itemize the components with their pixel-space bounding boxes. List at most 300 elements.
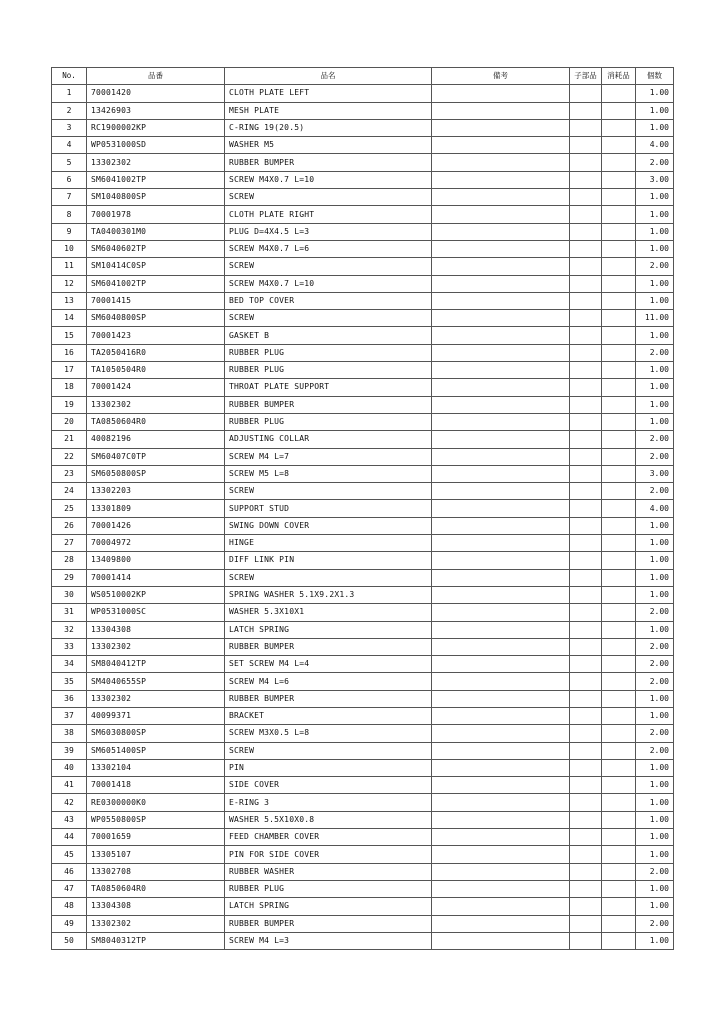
remarks-cell (432, 915, 570, 932)
subpart-cell (570, 707, 602, 724)
row-number: 47 (52, 880, 87, 897)
quantity: 1.00 (636, 275, 674, 292)
part-name: SPRING WASHER 5.1X9.2X1.3 (225, 586, 432, 603)
part-code: WP0550800SP (87, 811, 225, 828)
part-code: 70001424 (87, 379, 225, 396)
part-code: SM6041002TP (87, 275, 225, 292)
header-subpart: 子部品 (570, 68, 602, 85)
subpart-cell (570, 483, 602, 500)
consumable-cell (602, 586, 636, 603)
part-name: RUBBER PLUG (225, 344, 432, 361)
part-code: SM60407C0TP (87, 448, 225, 465)
part-name: SCREW M3X0.5 L=8 (225, 725, 432, 742)
remarks-cell (432, 310, 570, 327)
remarks-cell (432, 811, 570, 828)
part-code: SM6040602TP (87, 240, 225, 257)
subpart-cell (570, 500, 602, 517)
row-number: 18 (52, 379, 87, 396)
consumable-cell (602, 656, 636, 673)
consumable-cell (602, 413, 636, 430)
part-name: BRACKET (225, 707, 432, 724)
part-code: 13302302 (87, 396, 225, 413)
part-name: RUBBER BUMPER (225, 396, 432, 413)
subpart-cell (570, 880, 602, 897)
part-name: SCREW (225, 189, 432, 206)
row-number: 38 (52, 725, 87, 742)
remarks-cell (432, 690, 570, 707)
quantity: 4.00 (636, 137, 674, 154)
quantity: 2.00 (636, 673, 674, 690)
part-code: 13304308 (87, 898, 225, 915)
quantity: 2.00 (636, 154, 674, 171)
row-number: 32 (52, 621, 87, 638)
row-number: 43 (52, 811, 87, 828)
table-row (52, 846, 674, 863)
table-row (52, 344, 674, 361)
subpart-cell (570, 413, 602, 430)
part-name: SCREW M4 L=7 (225, 448, 432, 465)
part-name: LATCH SPRING (225, 621, 432, 638)
part-code: 70001426 (87, 517, 225, 534)
part-name: SET SCREW M4 L=4 (225, 656, 432, 673)
part-code: TA0850604R0 (87, 880, 225, 897)
table-row (52, 102, 674, 119)
consumable-cell (602, 448, 636, 465)
consumable-cell (602, 137, 636, 154)
row-number: 27 (52, 535, 87, 552)
table-row (52, 638, 674, 655)
remarks-cell (432, 898, 570, 915)
part-name: RUBBER BUMPER (225, 690, 432, 707)
remarks-cell (432, 638, 570, 655)
header-no: No. (52, 68, 87, 85)
table-row (52, 137, 674, 154)
part-name: SUPPORT STUD (225, 500, 432, 517)
remarks-cell (432, 206, 570, 223)
row-number: 33 (52, 638, 87, 655)
remarks-cell (432, 119, 570, 136)
subpart-cell (570, 448, 602, 465)
consumable-cell (602, 85, 636, 102)
remarks-cell (432, 344, 570, 361)
parts-table (51, 67, 674, 950)
row-number: 2 (52, 102, 87, 119)
subpart-cell (570, 742, 602, 759)
part-name: PLUG D=4X4.5 L=3 (225, 223, 432, 240)
subpart-cell (570, 310, 602, 327)
consumable-cell (602, 880, 636, 897)
part-code: SM1040800SP (87, 189, 225, 206)
quantity: 1.00 (636, 690, 674, 707)
header-part-name: 品名 (225, 68, 432, 85)
remarks-cell (432, 880, 570, 897)
part-code: 13409800 (87, 552, 225, 569)
subpart-cell (570, 465, 602, 482)
part-name: SIDE COVER (225, 777, 432, 794)
header-quantity: 個数 (636, 68, 674, 85)
consumable-cell (602, 638, 636, 655)
quantity: 2.00 (636, 638, 674, 655)
row-number: 11 (52, 258, 87, 275)
quantity: 1.00 (636, 292, 674, 309)
part-code: 13304308 (87, 621, 225, 638)
part-name: WASHER 5.5X10X0.8 (225, 811, 432, 828)
quantity: 1.00 (636, 759, 674, 776)
quantity: 2.00 (636, 863, 674, 880)
part-code: 13302302 (87, 690, 225, 707)
part-name: DIFF LINK PIN (225, 552, 432, 569)
quantity: 2.00 (636, 448, 674, 465)
consumable-cell (602, 517, 636, 534)
quantity: 1.00 (636, 223, 674, 240)
table-row (52, 327, 674, 344)
remarks-cell (432, 829, 570, 846)
subpart-cell (570, 154, 602, 171)
table-row (52, 171, 674, 188)
row-number: 35 (52, 673, 87, 690)
row-number: 12 (52, 275, 87, 292)
consumable-cell (602, 327, 636, 344)
part-code: SM6051400SP (87, 742, 225, 759)
table-row (52, 448, 674, 465)
subpart-cell (570, 431, 602, 448)
part-name: SCREW M5 L=8 (225, 465, 432, 482)
quantity: 1.00 (636, 102, 674, 119)
part-name: SCREW M4X0.7 L=10 (225, 275, 432, 292)
table-row (52, 932, 674, 949)
subpart-cell (570, 137, 602, 154)
part-name: SCREW M4X0.7 L=6 (225, 240, 432, 257)
table-row (52, 362, 674, 379)
row-number: 21 (52, 431, 87, 448)
table-row (52, 898, 674, 915)
table-row (52, 517, 674, 534)
part-name: SCREW (225, 483, 432, 500)
remarks-cell (432, 569, 570, 586)
subpart-cell (570, 811, 602, 828)
row-number: 44 (52, 829, 87, 846)
subpart-cell (570, 258, 602, 275)
row-number: 19 (52, 396, 87, 413)
part-name: SCREW (225, 569, 432, 586)
quantity: 1.00 (636, 327, 674, 344)
part-code: SM8040412TP (87, 656, 225, 673)
table-row (52, 500, 674, 517)
part-code: RE0300000K0 (87, 794, 225, 811)
consumable-cell (602, 396, 636, 413)
consumable-cell (602, 154, 636, 171)
consumable-cell (602, 707, 636, 724)
table-row (52, 396, 674, 413)
part-code: 13305107 (87, 846, 225, 863)
remarks-cell (432, 483, 570, 500)
part-code: 13426903 (87, 102, 225, 119)
part-name: RUBBER PLUG (225, 880, 432, 897)
part-code: SM8040312TP (87, 932, 225, 949)
table-row (52, 707, 674, 724)
table-row (52, 240, 674, 257)
part-code: 13301809 (87, 500, 225, 517)
quantity: 1.00 (636, 362, 674, 379)
table-row (52, 880, 674, 897)
part-code: 40082196 (87, 431, 225, 448)
consumable-cell (602, 258, 636, 275)
quantity: 1.00 (636, 898, 674, 915)
quantity: 2.00 (636, 604, 674, 621)
part-code: 13302104 (87, 759, 225, 776)
part-name: SWING DOWN COVER (225, 517, 432, 534)
consumable-cell (602, 863, 636, 880)
table-row (52, 310, 674, 327)
consumable-cell (602, 811, 636, 828)
subpart-cell (570, 292, 602, 309)
part-name: PIN FOR SIDE COVER (225, 846, 432, 863)
consumable-cell (602, 621, 636, 638)
table-row (52, 258, 674, 275)
quantity: 3.00 (636, 171, 674, 188)
remarks-cell (432, 604, 570, 621)
consumable-cell (602, 932, 636, 949)
subpart-cell (570, 569, 602, 586)
row-number: 16 (52, 344, 87, 361)
remarks-cell (432, 327, 570, 344)
table-row (52, 535, 674, 552)
part-code: 13302302 (87, 154, 225, 171)
part-code: TA0400301M0 (87, 223, 225, 240)
table-row (52, 465, 674, 482)
table-row (52, 154, 674, 171)
remarks-cell (432, 742, 570, 759)
remarks-cell (432, 362, 570, 379)
row-number: 24 (52, 483, 87, 500)
remarks-cell (432, 552, 570, 569)
quantity: 1.00 (636, 535, 674, 552)
part-name: LATCH SPRING (225, 898, 432, 915)
consumable-cell (602, 500, 636, 517)
quantity: 1.00 (636, 379, 674, 396)
row-number: 8 (52, 206, 87, 223)
remarks-cell (432, 102, 570, 119)
subpart-cell (570, 794, 602, 811)
part-code: 70001978 (87, 206, 225, 223)
row-number: 28 (52, 552, 87, 569)
quantity: 2.00 (636, 258, 674, 275)
remarks-cell (432, 448, 570, 465)
row-number: 36 (52, 690, 87, 707)
row-number: 30 (52, 586, 87, 603)
row-number: 13 (52, 292, 87, 309)
row-number: 34 (52, 656, 87, 673)
subpart-cell (570, 604, 602, 621)
row-number: 50 (52, 932, 87, 949)
header-consumable: 消耗品 (602, 68, 636, 85)
quantity: 4.00 (636, 500, 674, 517)
part-name: SCREW M4 L=3 (225, 932, 432, 949)
quantity: 1.00 (636, 932, 674, 949)
remarks-cell (432, 621, 570, 638)
consumable-cell (602, 759, 636, 776)
part-code: 13302302 (87, 915, 225, 932)
remarks-cell (432, 535, 570, 552)
consumable-cell (602, 483, 636, 500)
remarks-cell (432, 275, 570, 292)
remarks-cell (432, 586, 570, 603)
table-row (52, 275, 674, 292)
header-part-code: 品番 (87, 68, 225, 85)
part-name: MESH PLATE (225, 102, 432, 119)
table-row (52, 829, 674, 846)
part-name: RUBBER PLUG (225, 413, 432, 430)
quantity: 2.00 (636, 742, 674, 759)
subpart-cell (570, 240, 602, 257)
table-row (52, 777, 674, 794)
part-name: RUBBER PLUG (225, 362, 432, 379)
part-name: BED TOP COVER (225, 292, 432, 309)
part-code: RC1900002KP (87, 119, 225, 136)
subpart-cell (570, 898, 602, 915)
table-row (52, 569, 674, 586)
remarks-cell (432, 137, 570, 154)
row-number: 40 (52, 759, 87, 776)
row-number: 46 (52, 863, 87, 880)
remarks-cell (432, 673, 570, 690)
quantity: 2.00 (636, 915, 674, 932)
consumable-cell (602, 102, 636, 119)
quantity: 1.00 (636, 777, 674, 794)
part-name: GASKET B (225, 327, 432, 344)
row-number: 10 (52, 240, 87, 257)
part-name: RUBBER BUMPER (225, 915, 432, 932)
row-number: 22 (52, 448, 87, 465)
subpart-cell (570, 673, 602, 690)
part-code: SM6041002TP (87, 171, 225, 188)
remarks-cell (432, 379, 570, 396)
table-row (52, 759, 674, 776)
row-number: 39 (52, 742, 87, 759)
row-number: 9 (52, 223, 87, 240)
table-row (52, 431, 674, 448)
remarks-cell (432, 777, 570, 794)
quantity: 1.00 (636, 240, 674, 257)
part-name: SCREW M4X0.7 L=10 (225, 171, 432, 188)
remarks-cell (432, 223, 570, 240)
remarks-cell (432, 396, 570, 413)
part-code: WP0531000SC (87, 604, 225, 621)
row-number: 29 (52, 569, 87, 586)
table-row (52, 794, 674, 811)
subpart-cell (570, 535, 602, 552)
table-row (52, 552, 674, 569)
part-code: 13302708 (87, 863, 225, 880)
part-code: WP0531000SD (87, 137, 225, 154)
subpart-cell (570, 915, 602, 932)
remarks-cell (432, 292, 570, 309)
subpart-cell (570, 206, 602, 223)
remarks-cell (432, 240, 570, 257)
subpart-cell (570, 344, 602, 361)
row-number: 41 (52, 777, 87, 794)
quantity: 1.00 (636, 569, 674, 586)
part-code: SM4040655SP (87, 673, 225, 690)
subpart-cell (570, 846, 602, 863)
row-number: 49 (52, 915, 87, 932)
row-number: 7 (52, 189, 87, 206)
quantity: 1.00 (636, 707, 674, 724)
consumable-cell (602, 310, 636, 327)
table-row (52, 379, 674, 396)
quantity: 11.00 (636, 310, 674, 327)
subpart-cell (570, 638, 602, 655)
part-code: 70004972 (87, 535, 225, 552)
subpart-cell (570, 119, 602, 136)
table-row (52, 673, 674, 690)
subpart-cell (570, 171, 602, 188)
remarks-cell (432, 413, 570, 430)
remarks-cell (432, 517, 570, 534)
remarks-cell (432, 932, 570, 949)
subpart-cell (570, 656, 602, 673)
quantity: 2.00 (636, 344, 674, 361)
part-name: CLOTH PLATE RIGHT (225, 206, 432, 223)
subpart-cell (570, 759, 602, 776)
quantity: 1.00 (636, 794, 674, 811)
quantity: 1.00 (636, 413, 674, 430)
table-row (52, 85, 674, 102)
part-code: TA2050416R0 (87, 344, 225, 361)
consumable-cell (602, 292, 636, 309)
remarks-cell (432, 85, 570, 102)
row-number: 48 (52, 898, 87, 915)
subpart-cell (570, 85, 602, 102)
quantity: 1.00 (636, 846, 674, 863)
subpart-cell (570, 275, 602, 292)
consumable-cell (602, 915, 636, 932)
row-number: 31 (52, 604, 87, 621)
consumable-cell (602, 777, 636, 794)
row-number: 25 (52, 500, 87, 517)
consumable-cell (602, 725, 636, 742)
remarks-cell (432, 258, 570, 275)
part-code: SM6040800SP (87, 310, 225, 327)
consumable-cell (602, 742, 636, 759)
part-name: SCREW (225, 258, 432, 275)
part-code: 70001420 (87, 85, 225, 102)
row-number: 5 (52, 154, 87, 171)
row-number: 20 (52, 413, 87, 430)
part-code: WS0510002KP (87, 586, 225, 603)
quantity: 1.00 (636, 621, 674, 638)
subpart-cell (570, 362, 602, 379)
part-name: PIN (225, 759, 432, 776)
consumable-cell (602, 189, 636, 206)
part-name: RUBBER BUMPER (225, 154, 432, 171)
quantity: 2.00 (636, 656, 674, 673)
part-name: SCREW (225, 742, 432, 759)
part-code: SM6050800SP (87, 465, 225, 482)
subpart-cell (570, 725, 602, 742)
part-name: SCREW M4 L=6 (225, 673, 432, 690)
row-number: 14 (52, 310, 87, 327)
part-name: HINGE (225, 535, 432, 552)
consumable-cell (602, 673, 636, 690)
quantity: 2.00 (636, 725, 674, 742)
parts-table-body (52, 85, 674, 950)
quantity: 1.00 (636, 396, 674, 413)
subpart-cell (570, 863, 602, 880)
consumable-cell (602, 569, 636, 586)
subpart-cell (570, 379, 602, 396)
part-code: 70001415 (87, 292, 225, 309)
